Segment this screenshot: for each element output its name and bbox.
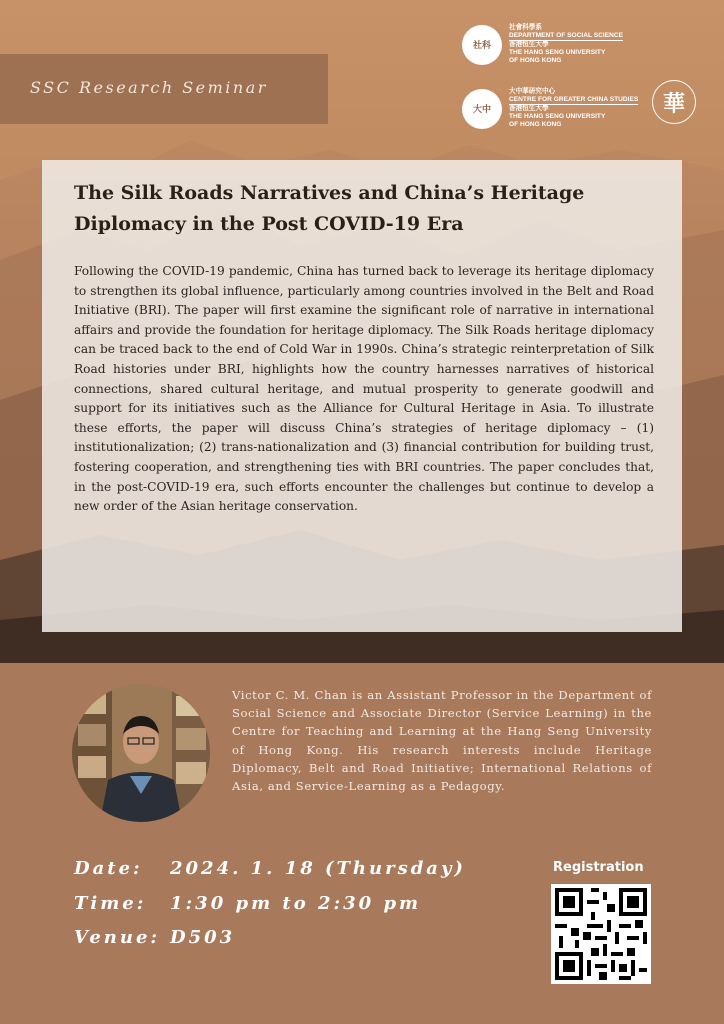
seminar-label: SSC Research Seminar [30,78,268,97]
event-venue: Venue: D503 [74,927,236,948]
registration-qr-code[interactable] [551,884,651,984]
seminar-abstract: Following the COVID-19 pandemic, China has turned back to leverage its heritage diplomacy to strengthen its global influence, particularly among countries involved in the Belt and Road Initiative (BRI). The paper will first examine the significant role of narrative in international affairs and provide the foundation for heritage diplomacy. The Silk Roads heritage diplomacy can be traced back to the end of Cold War in 1990s. China’s strategic reinterpretation of Silk Road histories under BRI, highlights how the country harnesses narratives of historical connections, shared cultural heritage, and mutual prosperity to generate goodwill and support for its initiatives such as the Alliance for Cultural Heritage in Asia. To illustrate these efforts, the paper will discuss China’s strategies of heritage diplomacy – (1) institutionalization; (2) trans-nationalization and (3) financial contribution for building trust, fostering cooperation, and strengthening ties with BRI countries. The paper concludes that, in the post-COVID-19 era, such efforts encounter the challenges but continue to develop a new order of the Asian heritage conservation. [74,264,654,514]
centre-greater-china-logo: 大中 大中華研究中心 CENTRE FOR GREATER CHINA STUDIES 香港恒生大學 THE HANG SENG UNIVERSITY OF HONG KONG [462,88,638,129]
speaker-photo [72,684,210,822]
university-seal-icon: 大中 [462,89,502,129]
event-date: Date: 2024. 1. 18 (Thursday) [74,858,466,879]
speaker-bio: Victor C. M. Chan is an Assistant Professor in the Department of Social Science and Associate Director (Service Learning) in the Centre for Teaching and Learning at the Hang Seng University of Hong Kong. His research interests include Heritage Diplomacy, Belt and Road Initiative; International Relations of Asia, and Service-Learning as a Pedagogy. [232,688,652,794]
registration-label: Registration [553,860,644,875]
university-seal-icon: 社科 [462,25,502,65]
greater-china-badge-icon: 華 [652,80,696,124]
dept-social-science-logo: 社科 社會科學系 DEPARTMENT OF SOCIAL SCIENCE 香港恒生大學 THE HANG SENG UNIVERSITY OF HONG KONG [462,24,623,65]
event-time: Time: 1:30 pm to 2:30 pm [74,893,422,914]
seminar-title: The Silk Roads Narratives and China’s Heritage Diplomacy in the Post COVID-19 Era [74,182,585,235]
